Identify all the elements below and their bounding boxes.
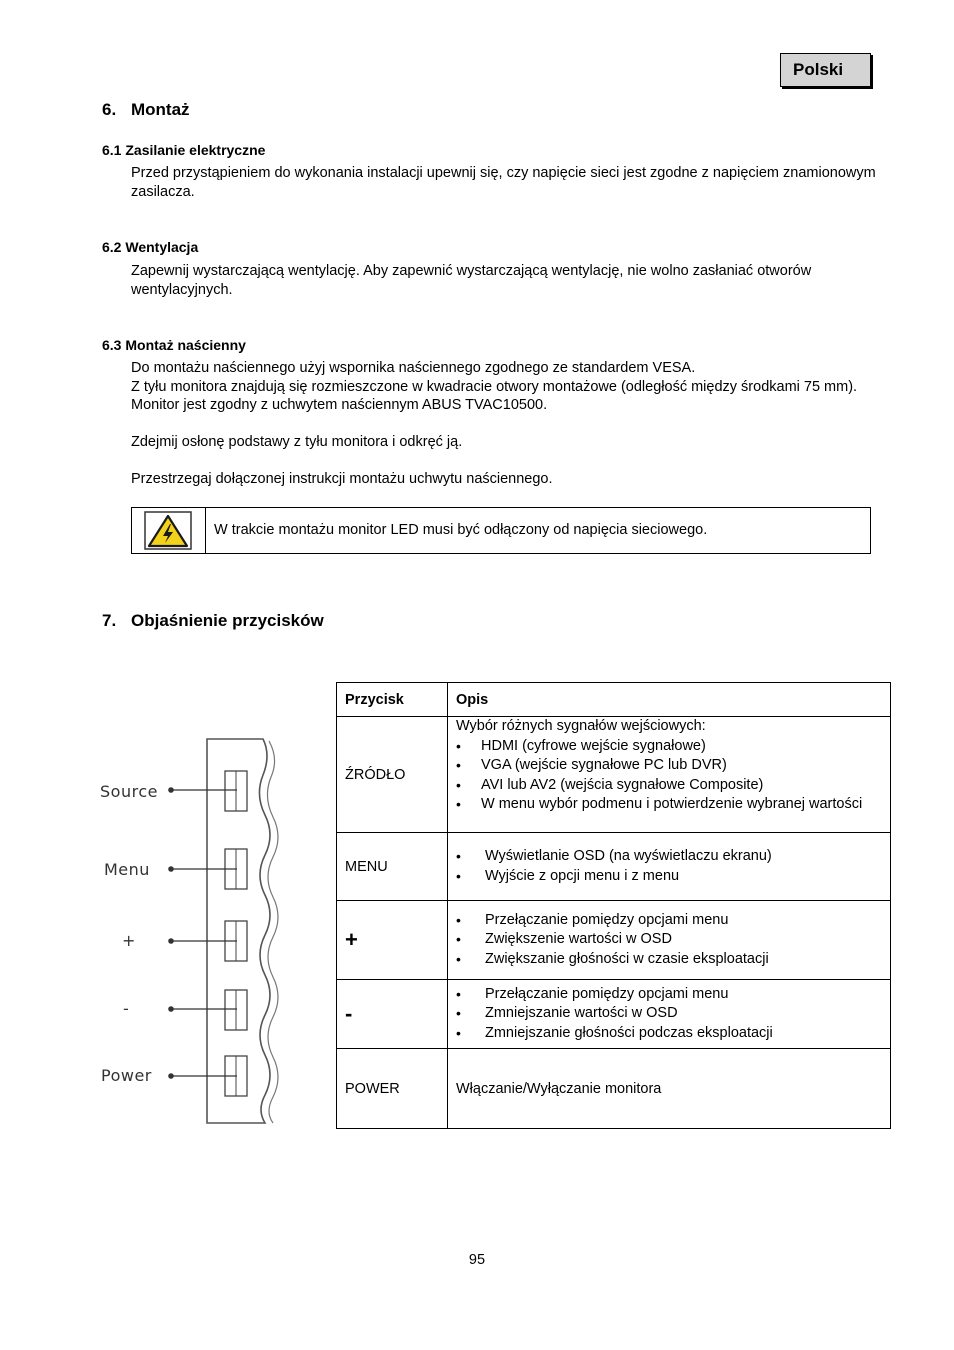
section-6-3-line-holes: Z tyłu monitora znajdują się rozmieszczone w kwadracie otwory montażowe (odległość między środkami 75 mm). Monitor jest zgodny z uchwytem naściennym ABUS TVAC10500. [131,378,858,413]
bullet-list [456,911,882,970]
section-6-number: 6. [102,100,117,119]
button-name: ŹRÓDŁO [337,717,448,833]
diagram-label-minus: - [123,999,130,1018]
button-description: Włączanie/Wyłączanie monitora [448,1049,891,1129]
section-6-3-paragraph-3: Przestrzegaj dołączonej instrukcji montażu uchwytu naściennego. [131,471,553,487]
list-item: • Zmniejszanie wartości w OSD [456,1004,882,1024]
table-row-source [337,717,891,833]
table-row-power [337,1049,891,1129]
section-6-2-text: Zapewnij wystarczającą wentylację. Aby zapewnić wystarczającą wentylację, nie wolno zasłaniać otworów wentylacyjnych. [131,263,812,298]
button-name: POWER [337,1049,448,1129]
list-item: • Wyjście z opcji menu i z menu [456,867,882,887]
bullet-list [456,737,882,815]
header-description: Opis [448,683,891,717]
section-7-heading [102,611,324,631]
list-item: • HDMI (cyfrowe wejście sygnałowe) [456,737,882,757]
buttons-table [336,682,891,1129]
high-voltage-warning-icon [132,508,205,553]
button-description [448,980,891,1049]
warning-box [131,507,871,554]
diagram-label-menu: Menu [104,860,150,879]
section-6-heading [102,100,190,120]
list-item: • VGA (wejście sygnałowe PC lub DVR) [456,756,882,776]
table-row-menu [337,833,891,901]
language-badge: Polski [780,53,871,87]
list-item: • Przełączanie pomiędzy opcjami menu [456,911,882,931]
list-item: • Wyświetlanie OSD (na wyświetlaczu ekranu) [456,847,882,867]
list-item: • Zwiększenie wartości w OSD [456,930,882,950]
header-button: Przycisk [337,683,448,717]
list-item: • Przełączanie pomiędzy opcjami menu [456,985,882,1005]
section-6-title: Montaż [131,100,190,119]
button-panel-diagram [95,735,295,1130]
source-button-shape [225,771,247,811]
list-item: • Zmniejszanie głośności podczas eksploatacji [456,1024,882,1044]
warning-text: W trakcie montażu monitor LED musi być odłączony od napięcia sieciowego. [214,522,708,538]
section-6-2-title: 6.2 Wentylacja [102,239,199,255]
section-6-1-text: Przed przystąpieniem do wykonania instalacji upewnij się, czy napięcie sieci jest zgodne z napięciem znamionowym zasilacza. [131,165,876,200]
list-item: • W menu wybór podmenu i potwierdzenie wybranej wartości [456,795,882,815]
description-intro: Wybór różnych sygnałów wejściowych: [456,718,706,734]
button-name: - [337,980,448,1049]
bullet-list [456,847,882,886]
minus-button-shape [225,990,247,1030]
diagram-label-power: Power [101,1066,152,1085]
button-description [448,901,891,980]
button-name: MENU [337,833,448,901]
section-6-1-title: 6.1 Zasilanie elektryczne [102,142,266,158]
list-item: • AVI lub AV2 (wejścia sygnałowe Composite) [456,776,882,796]
section-6-3-line-vesa: Do montażu naściennego użyj wspornika naściennego zgodnego ze standardem VESA. [131,360,696,376]
button-description [448,833,891,901]
diagram-label-plus: + [122,931,136,950]
section-6-3-paragraph-1 [131,359,876,415]
warning-icon-cell [132,508,206,553]
diagram-label-source: Source [100,782,158,801]
section-7-title: Objaśnienie przycisków [131,611,324,630]
section-6-3-title: 6.3 Montaż naścienny [102,337,246,353]
section-6-3-paragraph-2: Zdejmij osłonę podstawy z tyłu monitora i odkręć ją. [131,434,463,450]
section-7-number: 7. [102,611,117,630]
bullet-list [456,985,882,1044]
list-item: • Zwiększanie głośności w czasie eksploatacji [456,950,882,970]
button-description [448,717,891,833]
page-number: 95 [468,1252,486,1268]
table-header-row [337,683,891,717]
table-row-minus [337,980,891,1049]
button-name: + [337,901,448,980]
table-row-plus [337,901,891,980]
